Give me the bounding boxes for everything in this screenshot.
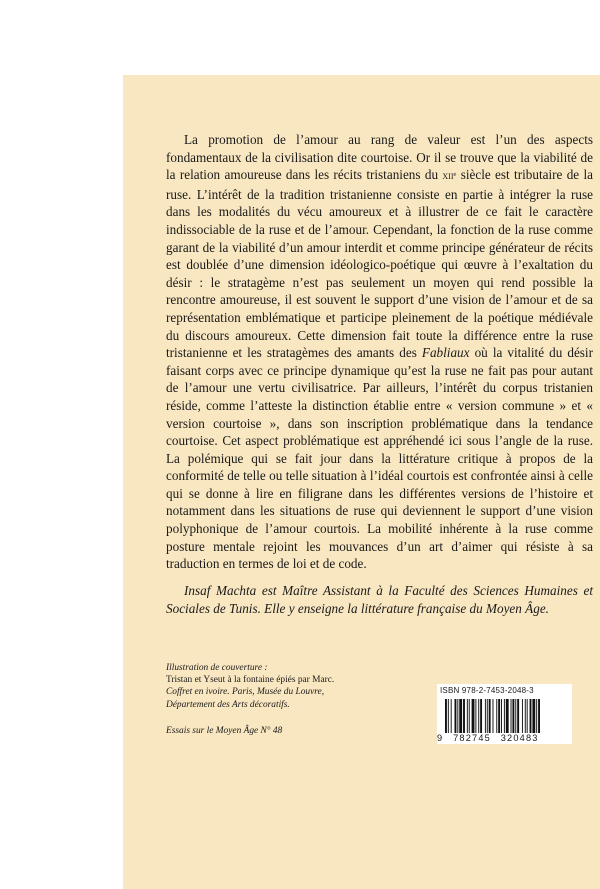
fabliaux-title: Fabliaux xyxy=(421,345,470,361)
ean-right-group: 320483 xyxy=(500,733,539,743)
barcode-bar xyxy=(463,699,465,733)
barcode-bar xyxy=(451,699,452,733)
credit-heading: Illustration de couverture : xyxy=(166,663,268,673)
barcode-bar xyxy=(501,699,502,733)
barcode-bar xyxy=(455,699,457,733)
barcode-bar xyxy=(472,699,475,733)
barcode-bar xyxy=(485,699,486,733)
barcode-bar xyxy=(532,699,535,733)
barcode-bar xyxy=(511,699,512,733)
barcode-bar xyxy=(478,699,479,733)
ean-first-digit: 9 xyxy=(437,733,444,743)
author-bio: Insaf Machta est Maître Assistant à la Faculté des Sciences Humaines et Sociales de Tunis. Elle y enseigne la littérature française du Moyen Âge. xyxy=(166,583,593,616)
barcode-bar xyxy=(530,699,532,733)
summary-body: La promotion de l’amour au rang de valeur est l’un des aspects fondamentaux de la civilisation dite courtoise. Or il se trouve que la viabilité de la relation amoureuse dans les récits tristaniens du xiiᵉ siècle est tributaire de la ruse. L’intérêt de la tradition tristanienne consiste en partie à intégrer la ruse dans les modalités du vécu amoureux et à illustrer de ce fait le caractère indissociable de la ruse et de l’amour. Cependant, la fonction de la ruse comme garant de la viabilité d’un amour interdit et comme principe générateur de récits est doublée d’une dimension idéologico-poétique qui œuvre à l’exaltation du désir : le stratagème n’est pas seulement un moyen qui rend possible la rencontre amoureuse, il est souvent le support d’une vision de l’amour et de sa représentation emblématique et participe pleinement de la poétique médiévale du discours amoureux. Cette dimension fait toute la différence entre la ruse tristanienne et les stratagèmes des amants des Fabliaux où la vitalité du désir faisant corps avec ce principe dynamique qu’est la ruse ne fait pas pour autant de l’amour une vertu civilisatrice. Par ailleurs, l’intérêt du corpus tristanien réside, comme l’atteste la distinction établie entre « version commune » et « version courtoise », dans son inscription problématique dans la tendance courtoise. Cet aspect problématique est appréhendé ici sous l’angle de la ruse. La polémique qui se fait jour dans la littérature critique à propos de la conformité de telle ou telle situation à l’idéal courtois est confrontée ainsi à celle qui se donne à lire en filigrane dans les différentes versions de l’histoire et notamment dans les situations de ruse qui deviennent le support d’une vision polyphonique de l’amour courtois. La mobilité inhérente à la ruse comme posture mentale rejoint les mouvances d’un art d’aimer qui résiste à sa traduction en termes de loi et de code. xyxy=(166,132,594,572)
credit-line-1: Tristan et Yseut à la fontaine épiés par Marc. xyxy=(166,675,335,686)
series-title: Essais sur le Moyen Âge N° 48 xyxy=(166,726,283,736)
barcode-bar xyxy=(517,699,519,733)
cover-illustration-credit xyxy=(166,662,416,711)
barcode-bar xyxy=(459,699,462,733)
barcode-bar xyxy=(522,699,523,733)
barcode-bar xyxy=(538,699,540,733)
barcode-bar xyxy=(448,699,449,733)
isbn-label: ISBN 978-2-7453-2048-3 xyxy=(440,686,534,695)
summary-text xyxy=(166,131,593,573)
credit-line-3: Département des Arts décoratifs. xyxy=(166,699,290,710)
barcode-bar xyxy=(469,699,470,733)
barcode-bar xyxy=(480,699,482,733)
barcode-bar xyxy=(536,699,537,733)
barcode-bar xyxy=(525,699,526,733)
ean-left-group: 782745 xyxy=(453,733,491,743)
barcode-bar xyxy=(496,699,497,733)
barcode-bar xyxy=(457,699,458,733)
barcode-bar xyxy=(527,699,528,733)
summary-paragraph xyxy=(166,131,593,573)
barcode-bar xyxy=(489,699,491,733)
barcode-bar xyxy=(493,699,494,733)
credit-line-2: Coffret en ivoire. Paris, Musée du Louvre, xyxy=(166,687,325,698)
barcode-bar xyxy=(515,699,516,733)
barcode xyxy=(445,699,570,733)
barcode-bar xyxy=(506,699,509,733)
barcode-bar xyxy=(487,699,488,733)
barcode-bar xyxy=(475,699,476,733)
barcode-bar xyxy=(467,699,468,733)
century-numeral: xiiᵉ xyxy=(442,170,457,183)
barcode-bar xyxy=(498,699,500,733)
ean-number xyxy=(437,733,572,743)
barcode-bar xyxy=(445,699,447,733)
barcode-bar xyxy=(512,699,514,733)
barcode-bar xyxy=(504,699,505,733)
